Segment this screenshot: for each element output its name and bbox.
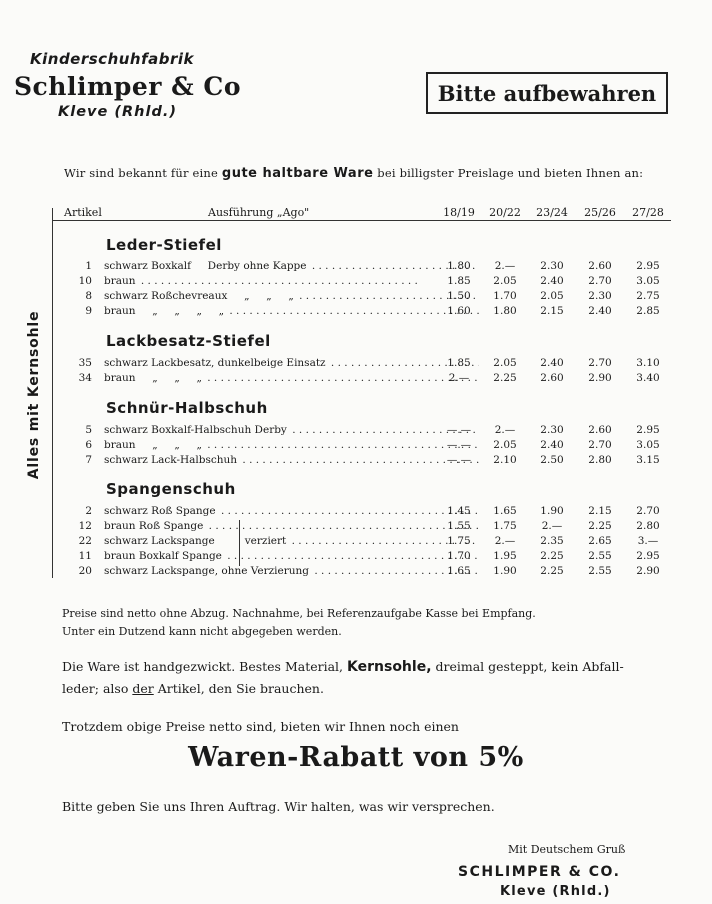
price-cell: 2.10: [493, 454, 517, 466]
header-article: Artikel: [64, 206, 102, 219]
price-cell: 1.45: [447, 505, 471, 517]
article-description: [104, 305, 479, 317]
article-description-text: schwarz Boxkalf Derby ohne Kappe: [104, 260, 307, 272]
price-cell: 1.75: [493, 520, 517, 532]
table-row: [52, 305, 672, 320]
price-cell: 1.80: [447, 260, 471, 272]
price-cell: —.—: [446, 454, 472, 466]
price-cell: 2.15: [588, 505, 612, 517]
table-row: [52, 454, 672, 469]
price-cell: 1.75: [447, 535, 471, 547]
article-description: [104, 290, 479, 302]
price-cell: 2.40: [540, 357, 564, 369]
section-title: Schnür-Halbschuh: [106, 399, 268, 417]
price-cell: 2.05: [540, 290, 564, 302]
price-cell: —.—: [446, 439, 472, 451]
price-cell: —.—: [446, 424, 472, 436]
discount-intro: Trotzdem obige Preise netto sind, bieten wir Ihnen noch einen: [62, 719, 459, 734]
price-cell: 1.65: [493, 505, 517, 517]
price-cell: 1.70: [493, 290, 517, 302]
price-cell: 2.70: [588, 439, 612, 451]
article-description: [104, 550, 479, 562]
article-number: 34: [78, 372, 92, 384]
header-size: 25/26: [584, 206, 616, 219]
article-number: 11: [78, 550, 92, 562]
note-line: Unter ein Dutzend kann nicht abgegeben werden.: [62, 625, 342, 638]
article-number: 22: [78, 535, 92, 547]
section-title: Spangenschuh: [106, 480, 236, 498]
price-cell: 1.85: [447, 357, 471, 369]
greeting: Mit Deutschem Gruß: [508, 843, 626, 856]
price-cell: 2.65: [588, 535, 612, 547]
table-row: [52, 372, 672, 387]
intro-highlight: gute haltbare Ware: [221, 166, 374, 181]
article-description: [104, 439, 479, 451]
quality-line-1: [62, 659, 624, 675]
article-description-text: schwarz Lackspange verziert: [104, 535, 287, 547]
intro-after: bei billigster Preislage und bieten Ihnen an:: [377, 166, 644, 180]
article-number: 5: [85, 424, 92, 436]
price-cell: 2.15: [540, 305, 564, 317]
table-row: [52, 290, 672, 305]
price-cell: 2.55: [588, 550, 612, 562]
price-cell: 1.80: [493, 305, 517, 317]
article-description-text: schwarz Lackbesatz, dunkelbeige Einsatz: [104, 357, 326, 369]
price-cell: 2.05: [493, 357, 517, 369]
discount-headline: Waren-Rabatt von 5%: [188, 742, 524, 773]
article-description-text: braun Boxkalf Spange: [104, 550, 222, 562]
header-size: 23/24: [536, 206, 568, 219]
note-line: Preise sind netto ohne Abzug. Nachnahme, bei Referenzaufgabe Kasse bei Empfang.: [62, 607, 536, 620]
article-description-text: schwarz Roßchevreaux „ „ „: [104, 290, 294, 302]
price-cell: 2.90: [588, 372, 612, 384]
quality-text: Die Ware ist handgezwickt. Bestes Material,: [62, 659, 344, 674]
article-number: 8: [85, 290, 92, 302]
table-row: [52, 535, 672, 550]
quality-text: Artikel, den Sie brauchen.: [157, 681, 324, 696]
article-description: [104, 535, 479, 547]
article-description: [104, 372, 479, 384]
article-number: 1: [85, 260, 92, 272]
price-cell: 3.05: [636, 275, 660, 287]
article-number: 7: [85, 454, 92, 466]
company-subtitle: Kinderschuhfabrik: [30, 50, 195, 68]
table-row: [52, 260, 672, 275]
article-description: [104, 275, 479, 287]
article-description-text: braun „ „ „: [104, 439, 202, 451]
quality-bold: Kernsohle,: [347, 659, 432, 675]
price-cell: 3.40: [636, 372, 660, 384]
article-description: [104, 454, 479, 466]
price-cell: 1.95: [493, 550, 517, 562]
price-cell: 1.60: [447, 305, 471, 317]
price-cell: 2.95: [636, 260, 660, 272]
table-row: [52, 565, 672, 580]
article-number: 20: [78, 565, 92, 577]
article-description: [104, 357, 479, 369]
quality-line-2: [62, 681, 324, 696]
intro-before: Wir sind bekannt für eine: [64, 166, 219, 180]
table-row: [52, 357, 672, 372]
table-row: [52, 439, 672, 454]
article-number: 10: [78, 275, 92, 287]
price-cell: 2.—: [494, 424, 516, 436]
price-cell: 2.25: [540, 550, 564, 562]
company-city: Kleve (Rhld.): [58, 104, 177, 120]
article-number: 9: [85, 305, 92, 317]
header-size: 27/28: [632, 206, 664, 219]
article-description-text: braun: [104, 275, 136, 287]
closing-line: Bitte geben Sie uns Ihren Auftrag. Wir halten, was wir versprechen.: [62, 799, 495, 814]
article-description-text: braun Roß Spange: [104, 520, 204, 532]
price-cell: 2.35: [540, 535, 564, 547]
price-cell: 3.10: [636, 357, 660, 369]
table-row: [52, 424, 672, 439]
article-number: 6: [85, 439, 92, 451]
price-cell: 2.55: [588, 565, 612, 577]
price-cell: 1.85: [447, 275, 471, 287]
company-name: Schlimper & Co: [14, 72, 242, 101]
article-description-text: braun „ „ „: [104, 372, 202, 384]
notice-box: [426, 72, 668, 114]
table-header-rule: [52, 220, 671, 221]
quality-underlined: der: [132, 681, 154, 696]
article-description-text: schwarz Lackspange, ohne Verzierung: [104, 565, 310, 577]
article-number: 2: [85, 505, 92, 517]
article-description: [104, 505, 479, 517]
price-cell: 2.—: [494, 260, 516, 272]
quality-text: dreimal gesteppt, kein Abfall-: [435, 659, 624, 674]
price-cell: 2.25: [493, 372, 517, 384]
price-cell: 2.95: [636, 424, 660, 436]
article-description-text: schwarz Roß Spange: [104, 505, 216, 517]
price-cell: 2.95: [636, 550, 660, 562]
signature-city: Kleve (Rhld.): [500, 884, 611, 899]
price-cell: 2.25: [588, 520, 612, 532]
header-size: 20/22: [489, 206, 521, 219]
article-description-text: schwarz Lack-Halbschuh: [104, 454, 238, 466]
article-number: 12: [78, 520, 92, 532]
price-cell: 2.40: [540, 275, 564, 287]
price-cell: 2.25: [540, 565, 564, 577]
price-cell: 2.30: [540, 424, 564, 436]
price-cell: 2.—: [494, 535, 516, 547]
price-cell: 2.85: [636, 305, 660, 317]
price-cell: 3.15: [636, 454, 660, 466]
article-description: [104, 565, 479, 577]
article-description: [104, 520, 479, 532]
article-description: [104, 260, 479, 272]
price-cell: 1.65: [447, 565, 471, 577]
price-cell: 2.60: [588, 260, 612, 272]
price-cell: 1.70: [447, 550, 471, 562]
price-cell: 2.—: [541, 520, 563, 532]
verziert-brace: [233, 520, 240, 566]
price-cell: 2.70: [636, 505, 660, 517]
price-cell: 3.05: [636, 439, 660, 451]
notice-text: Bitte aufbewahren: [437, 80, 657, 106]
article-description: [104, 424, 479, 436]
price-cell: 2.30: [540, 260, 564, 272]
section-title: Leder-Stiefel: [106, 236, 222, 254]
header-size: 18/19: [443, 206, 475, 219]
price-cell: 2.60: [540, 372, 564, 384]
header-design: Ausführung „Ago": [208, 206, 310, 219]
price-cell: 1.90: [540, 505, 564, 517]
section-title: Lackbesatz-Stiefel: [106, 332, 271, 350]
price-cell: 2.05: [493, 439, 517, 451]
price-cell: 1.50: [447, 290, 471, 302]
price-cell: 2.40: [588, 305, 612, 317]
price-cell: 1.90: [493, 565, 517, 577]
quality-text: leder; also: [62, 681, 129, 696]
price-cell: 2.80: [588, 454, 612, 466]
table-row: [52, 520, 672, 535]
price-cell: 2.60: [588, 424, 612, 436]
price-cell: 2.70: [588, 357, 612, 369]
intro-line: [64, 166, 643, 181]
price-cell: 2.40: [540, 439, 564, 451]
price-cell: 2.75: [636, 290, 660, 302]
signature-company: SCHLIMPER & CO.: [458, 864, 621, 880]
price-cell: 1.55: [447, 520, 471, 532]
price-cell: 2.30: [588, 290, 612, 302]
table-row: [52, 275, 672, 290]
price-cell: 2.80: [636, 520, 660, 532]
article-description-text: schwarz Boxkalf-Halbschuh Derby: [104, 424, 287, 436]
side-label: [14, 290, 54, 500]
article-number: 35: [78, 357, 92, 369]
price-cell: 2.—: [448, 372, 470, 384]
table-row: [52, 505, 672, 520]
table-row: [52, 550, 672, 565]
side-label-text: Alles mit Kernsohle: [26, 310, 42, 480]
price-cell: 3.—: [637, 535, 659, 547]
article-description-text: braun „ „ „ „: [104, 305, 225, 317]
price-cell: 2.05: [493, 275, 517, 287]
price-cell: 2.70: [588, 275, 612, 287]
price-cell: 2.90: [636, 565, 660, 577]
price-cell: 2.50: [540, 454, 564, 466]
